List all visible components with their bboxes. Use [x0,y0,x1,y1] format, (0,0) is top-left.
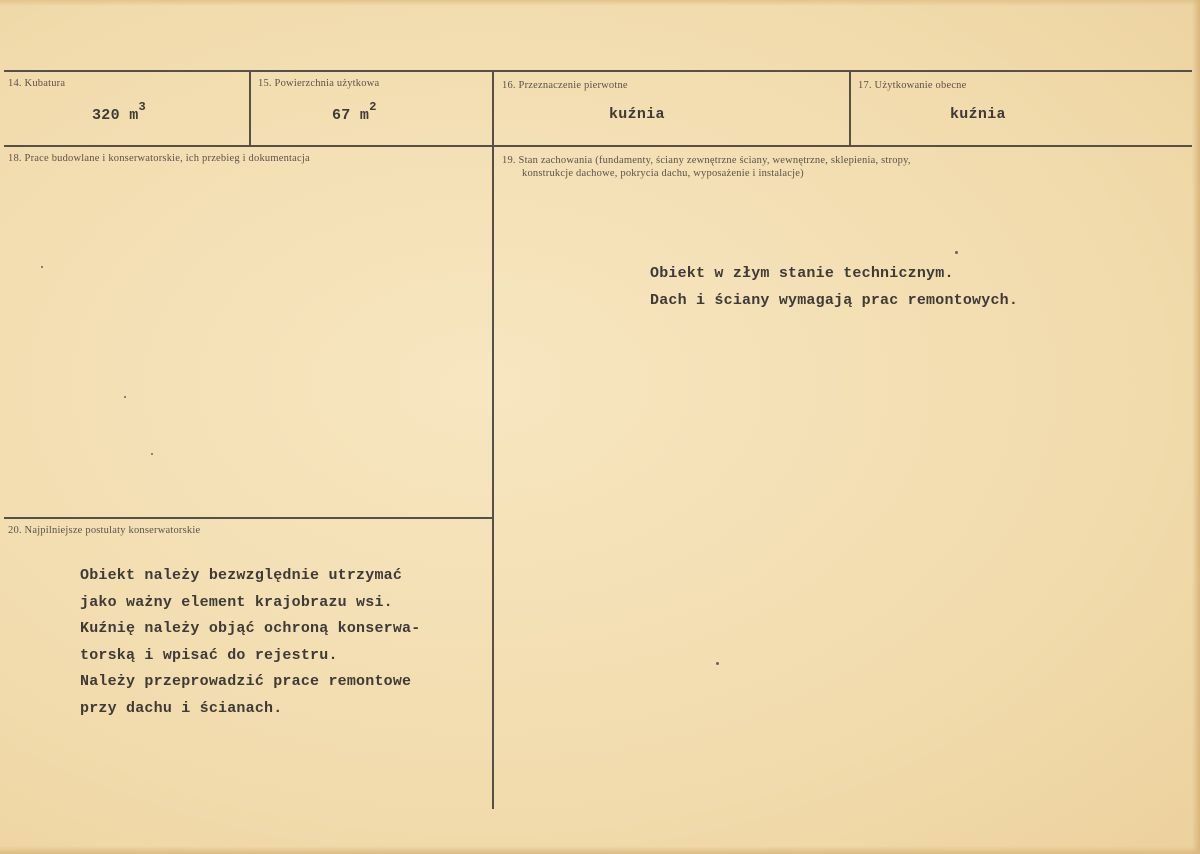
paper-edge-top [0,0,1200,6]
field-17-label: 17. Użytkowanie obecne [858,80,967,91]
kubatura-value: 320 m [92,107,139,124]
top-rule [4,70,1192,72]
kubatura-unit-exponent: 3 [138,100,147,114]
divider-15-16 [492,72,494,809]
paper-speck [151,453,153,455]
postulate-line-3: Kuźnię należy objąć ochroną konserwa- [80,620,421,637]
condition-line-1: Obiekt w złym stanie technicznym. [650,265,954,282]
field-19-text [650,261,1018,314]
field-15-label: 15. Powierzchnia użytkowa [258,78,380,89]
field-20-label: 20. Najpilniejsze postulaty konserwatorskie [8,525,201,536]
divider-14-15 [249,72,251,145]
postulate-line-4: torską i wpisać do rejestru. [80,646,338,664]
paper-edge-bottom [0,846,1200,854]
field-19-label-line2: konstrukcje dachowe, pokrycia dachu, wyposażenie i instalacje) [522,168,804,179]
field-14-label: 14. Kubatura [8,78,66,89]
field20-top-rule [4,517,492,519]
postulate-line-6: przy dachu i ścianach. [80,699,283,717]
field-16-value: kuźnia [609,106,665,123]
field-19-label-line1: 19. Stan zachowania (fundamenty, ściany zewnętrzne ściany, wewnętrzne, sklepienia, stropy, [502,155,911,166]
field-16-label: 16. Przeznaczenie pierwotne [502,80,628,91]
field-20-text [80,563,420,722]
condition-line-2: Dach i ściany wymagają prac remontowych. [650,291,1019,309]
paper-speck [955,251,958,254]
row1-bottom-rule [4,145,1192,147]
area-unit-exponent: 2 [369,100,377,114]
field-18-label: 18. Prace budowlane i konserwatorskie, ich przebieg i dokumentacja [8,153,310,164]
divider-16-17 [849,72,851,145]
paper-speck [41,266,43,268]
postulate-line-1: Obiekt należy bezwzględnie utrzymać [80,567,403,584]
paper-edge-right [1192,0,1200,854]
field-17-value: kuźnia [950,106,1006,123]
field-14-value [92,100,147,124]
area-value: 67 m [332,107,370,124]
field-15-value [332,100,377,124]
paper-speck [124,396,126,398]
postulate-line-2: jako ważny element krajobrazu wsi. [80,593,393,611]
paper-speck [716,662,719,665]
postulate-line-5: Należy przeprowadzić prace remontowe [80,673,412,690]
